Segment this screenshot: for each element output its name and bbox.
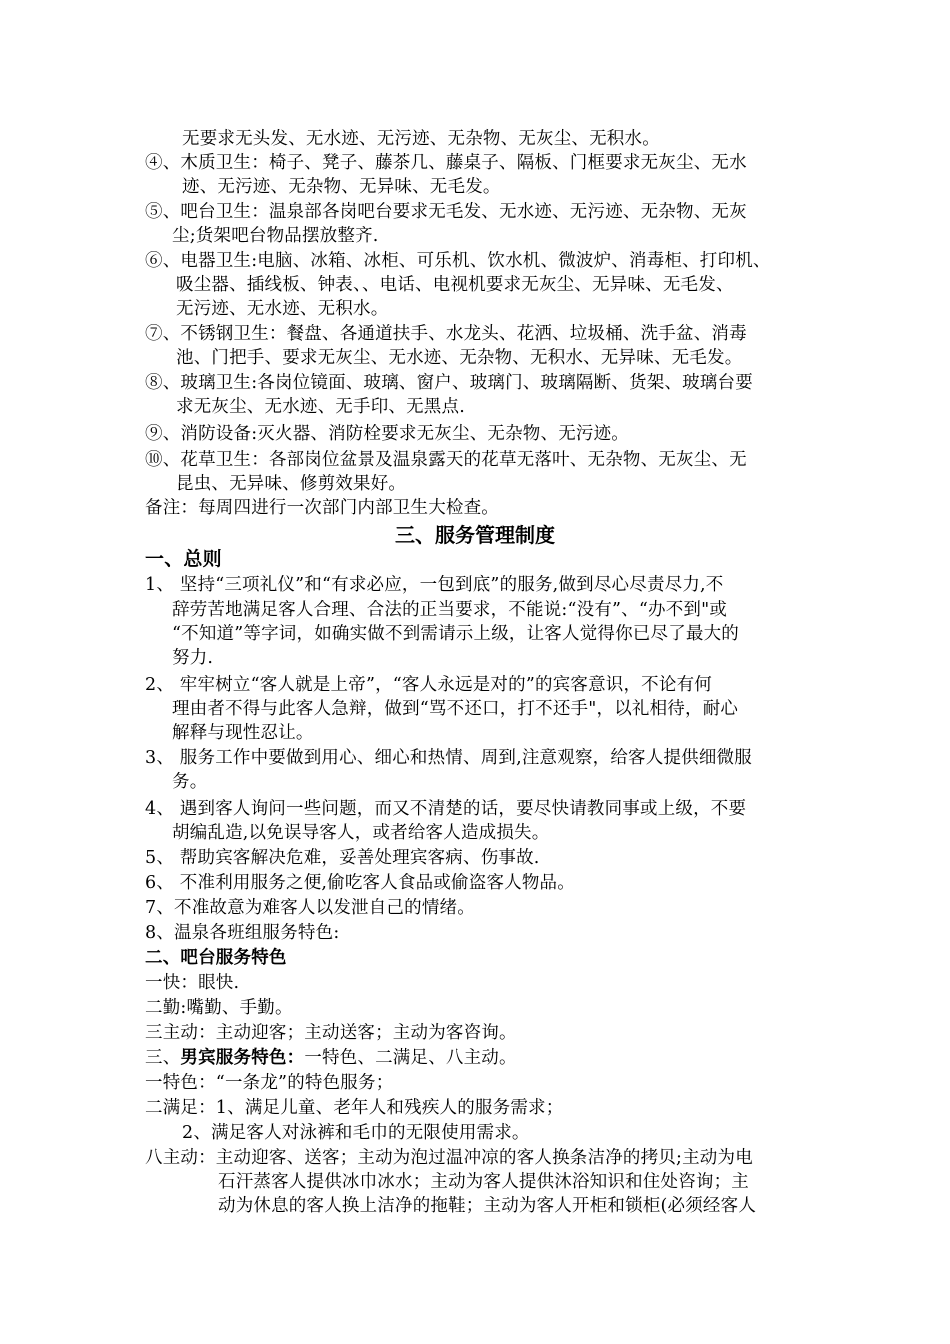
text-line: “不知道”等字词，如确实做不到需请示上级，让客人觉得你已尽了最大的: [172, 624, 739, 644]
list-item: ⑤、吧台卫生：温泉部各岗吧台要求无毛发、无水迹、无污迹、无杂物、无灰: [145, 202, 747, 222]
list-item: ⑥、电器卫生:电脑、冰箱、冰柜、可乐机、饮水机、微波炉、消毒柜、打印机、: [145, 251, 771, 271]
section-title: 三、服务管理制度: [395, 523, 555, 547]
list-item: ⑦、不锈钢卫生：餐盘、各通道扶手、水龙头、花洒、垃圾桶、洗手盆、消毒: [145, 324, 747, 344]
text-line: 无要求无头发、无水迹、无污迹、无杂物、无灰尘、无积水。: [182, 129, 660, 149]
list-item: 5、 帮助宾客解决危难，妥善处理宾客病、伤事故.: [145, 848, 540, 868]
heading-rest: 一特色、二满足、八主动。: [304, 1048, 517, 1068]
text-line: 池、门把手、要求无灰尘、无水迹、无杂物、无积水、无异味、无毛发。: [176, 348, 743, 368]
heading-general: 一、总则: [145, 548, 222, 570]
text-line: 吸尘器、插线板、钟表、、电话、电视机要求无灰尘、无异味、无毛发、: [176, 275, 734, 295]
list-item: ⑩、花草卫生：各部岗位盆景及温泉露天的花草无落叶、无杂物、无灰尘、无: [145, 450, 747, 470]
list-item: ④、木质卫生：椅子、凳子、藤茶几、藤桌子、隔板、门框要求无灰尘、无水: [145, 153, 747, 173]
text-line: 理由者不得与此客人急辩，做到“骂不还口，打不还手"，以礼相待，耐心: [172, 699, 739, 719]
text-line: 胡编乱造,以免误导客人，或者给客人造成损失。: [172, 823, 550, 843]
list-item: 8、温泉各班组服务特色:: [145, 923, 340, 943]
text-line: 无污迹、无水迹、无积水。: [176, 299, 389, 319]
list-item: ⑨、消防设备:灭火器、消防栓要求无灰尘、无杂物、无污迹。: [145, 424, 629, 444]
text-line: 八主动：主动迎客、送客；主动为泡过温冲凉的客人换条洁净的拷贝;主动为电: [145, 1148, 753, 1168]
list-item: ⑧、玻璃卫生:各岗位镜面、玻璃、窗户、玻璃门、玻璃隔断、货架、玻璃台要: [145, 373, 753, 393]
text-line: 辞劳苦地满足客人合理、合法的正当要求，不能说:“没有”、“办不到"或: [172, 600, 728, 620]
text-line: 石汗蒸客人提供冰巾冰水；主动为客人提供沐浴知识和住处咨询；主: [218, 1172, 749, 1192]
text-line: 迹、无污迹、无杂物、无异味、无毛发。: [182, 177, 501, 197]
text-line: 努力.: [172, 648, 214, 668]
heading-prefix: 三、: [145, 1048, 181, 1068]
text-line: 解释与现性忍让。: [172, 723, 314, 743]
text-line: 动为休息的客人换上洁净的拖鞋；主动为客人开柜和锁柜(必须经客人: [218, 1196, 757, 1216]
text-line: 二勤:嘴勤、手勤。: [145, 998, 293, 1018]
text-line: 求无灰尘、无水迹、无手印、无黑点.: [176, 397, 465, 417]
text-line: 尘;货架吧台物品摆放整齐.: [172, 226, 379, 246]
list-item: 2、 牢牢树立“客人就是上帝”，“客人永远是对的”的宾客意识，不论有何: [145, 675, 712, 695]
text-line: 2、满足客人对泳裤和毛巾的无限使用需求。: [182, 1123, 530, 1143]
list-item: 3、 服务工作中要做到用心、细心和热情、周到,注意观察，给客人提供细微服: [145, 748, 752, 768]
heading-bold: 男宾服务特色：: [180, 1048, 305, 1068]
text-line: 三主动：主动迎客；主动送客；主动为客咨询。: [145, 1023, 517, 1043]
list-item: 6、 不准利用服务之便,偷吃客人食品或偷盗客人物品。: [145, 873, 575, 893]
note: 备注：每周四进行一次部门内部卫生大检查。: [145, 498, 499, 518]
text-line: 昆虫、无异味、修剪效果好。: [176, 474, 407, 494]
list-item: 4、 遇到客人询问一些问题，而又不清楚的话，要尽快请教同事或上级，不要: [145, 799, 747, 819]
text-line: 二满足：1、满足儿童、老年人和残疾人的服务需求；: [145, 1098, 564, 1118]
heading-male-service: [145, 1046, 517, 1070]
text-line: 务。: [172, 772, 208, 792]
heading-bar-service: 二、吧台服务特色: [145, 948, 287, 968]
list-item: 7、不准故意为难客人以发泄自己的情绪。: [145, 898, 475, 918]
list-item: 1、 坚持“三项礼仪”和“有求必应，一包到底”的服务,做到尽心尽责尽力,不: [145, 575, 724, 595]
text-line: 一特色：“一条龙”的特色服务；: [145, 1073, 394, 1093]
text-line: 一快：眼快.: [145, 973, 240, 993]
